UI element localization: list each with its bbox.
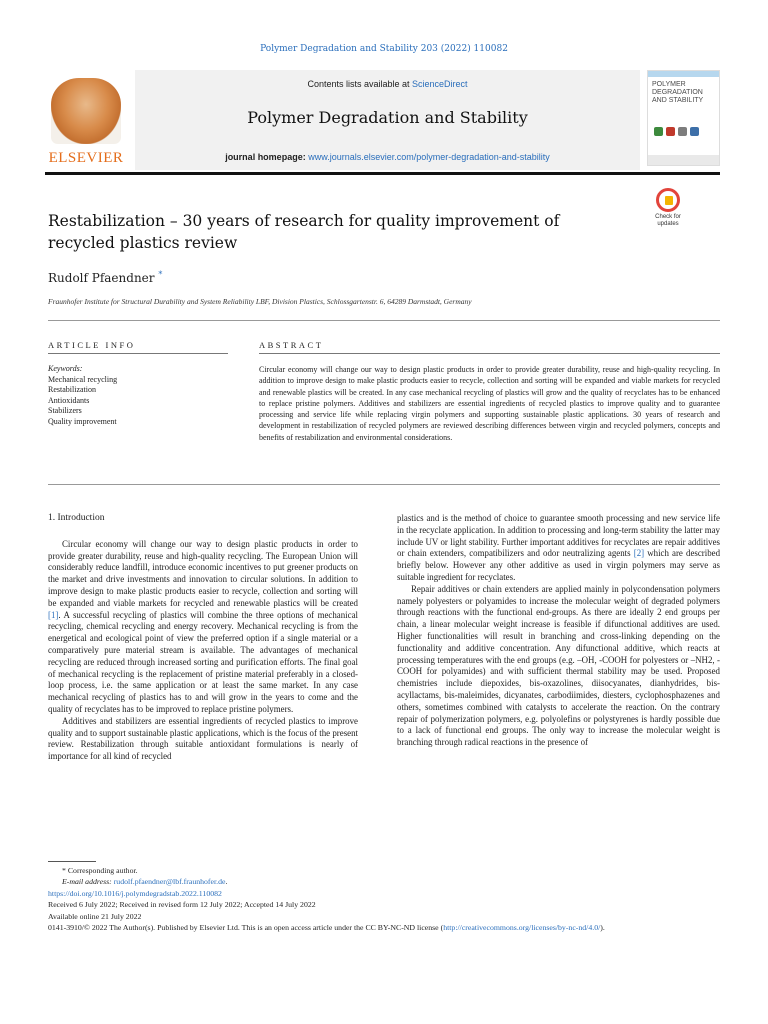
journal-cover-image[interactable] (647, 70, 720, 166)
affiliation: Fraunhofer Institute for Structural Durability and System Reliability LBF, Division Plastics, Schlossgartenstr. 6, 64289 Darmstadt, Germany (48, 297, 472, 306)
divider (48, 320, 720, 321)
email-suffix: . (225, 877, 228, 887)
sciencedirect-link[interactable]: ScienceDirect (412, 79, 468, 89)
keyword-item: Antioxidants (48, 395, 90, 405)
divider (48, 353, 228, 354)
journal-reference[interactable]: Polymer Degradation and Stability 203 (2022) 110082 (260, 44, 508, 54)
author-name: Rudolf Pfaendner (48, 271, 155, 285)
author-line (48, 270, 162, 285)
footnote-mark: * (62, 866, 66, 875)
abstract-text: Circular economy will change our way to design plastic products in order to provide greater durability, reuse and high-quality recycling. In addition to improve design to make plastic products easier to recycle, collection and sorting will be expanded and viable markets for recycled and renewable plastics will be created. In any case mechanical recycling of plastics will grow and the quality of recyclates has to be enhanced to replace pristine polymers. Additives and stabilizers are essential ingredients of recycled plastics to improve quality and to guarantee processing and service life while replacing virgin polymers and supporting sustainable plastic applications. 30 years of research and development in restabilization of recycled polymers are reviewed describing differences between virgin and recycled polymers, concepts and benefits of restabilization and environmental considerations. (259, 365, 720, 442)
article-title: Restabilization – 30 years of research for quality improvement of recycled plastics review (48, 212, 560, 252)
license-prefix: 0141-3910/© 2022 The Author(s). Published by Elsevier Ltd. This is an open access article under the CC BY-NC-ND license ( (48, 923, 444, 933)
body-paragraph: Additives and stabilizers are essential ingredients of recycled plastics to improve quality and to support sustainable plastic applications, which is the focus of the present review. Restabilization through suitable antioxidant formulations is nearly of importance for all kind of recycled (48, 715, 358, 762)
abstract-heading: ABSTRACT (259, 340, 324, 350)
email-note (48, 876, 720, 887)
header-rule (45, 172, 720, 175)
doi-link[interactable]: https://doi.org/10.1016/j.polymdegradstab.2022.110082 (48, 888, 222, 898)
body-paragraph (397, 513, 720, 584)
license-link[interactable]: http://creativecommons.org/licenses/by-nc-nd/4.0/ (443, 923, 601, 933)
body-paragraph: Repair additives or chain extenders are applied mainly in polycondensation polymers namely polyesters or polyamides to increase the molecular weight of degraded polymers through reactions with the functional end-groups. As there are ideally 2 end groups per chain, a linear molecular weight increase is feasible if difunctional additives are used. Higher functionalities will result in branching and cross-linking depending on the functionality and additive concentration. Any difunctional additive, which reacts at processing temperatures with the end groups (e.g. –OH, -COOH for polyesters or –NH2, -COOH for polyamides) and with sufficient thermal stability may be used. Proposed chemistries include diepoxides, bis-oxazolines, diisocyanates, dianhydrides, bis-acyllactams, bis-maleimides, dicyanates, carbodiimides, diesters, cyclophosphazenes and others, sometimes combined with catalysts to accelerate the reaction. On the contrary repair of polymerization polymers, e.g. polyolefins or polystyrenes is hardly possible due to a lack of functional end groups. The only way to increase the molecular weight is branching through radical reactions in the presence of (397, 583, 720, 748)
contents-line (135, 79, 640, 89)
citation-link[interactable]: [2] (633, 548, 645, 559)
paragraph-text: which are described briefly below. However any other additive as used in virgin polymers may serve as suitable ingredient for recyclates. (397, 548, 721, 582)
elsevier-tree-icon (51, 78, 121, 144)
contents-prefix: Contents lists available at (307, 79, 413, 89)
cover-title: POLYMER DEGRADATION AND STABILITY (652, 81, 704, 104)
email-link[interactable]: rudolf.pfaendner@lbf.fraunhofer.de (113, 877, 226, 887)
keyword-item: Quality improvement (48, 416, 117, 426)
footnotes (48, 865, 720, 933)
available-online: Available online 21 July 2022 (48, 911, 142, 921)
license-suffix: ). (600, 923, 605, 933)
cover-icons (654, 127, 699, 136)
paragraph-text: Circular economy will change our way to design plastic products in order to provide greater durability, reuse and high-quality recycling. The European Union will considerably reduce landfill, introduce economic incentives to put greener products on the market and drive investments and innovation to circular solutions. In addition to improve design to make plastic products easier to recycle, collection and sorting will be expanded and viable markets for recycled and renewable plastics will be created (48, 538, 358, 608)
keyword-item: Mechanical recycling (48, 374, 118, 384)
body-column-left (48, 513, 358, 763)
corresponding-author-mark[interactable]: * (158, 270, 163, 279)
paragraph-text: plastics and is the method of choice to guarantee smooth processing and new service life in the recyclate application. In addition to processing and long-term stability the latter may include UV or light stability. Further important additives for recyclates are repair additives or chain extenders, compatibilizers and odor neutralizing agents (397, 513, 720, 559)
check-updates-label: Check for updates (655, 214, 681, 227)
publisher-name: ELSEVIER (48, 150, 124, 166)
check-for-updates-badge[interactable] (648, 188, 688, 228)
homepage-link[interactable]: www.journals.elsevier.com/polymer-degradation-and-stability (308, 152, 550, 162)
body-paragraph (48, 539, 358, 716)
body-column-right (397, 513, 720, 749)
journal-banner (135, 70, 640, 170)
received-dates: Received 6 July 2022; Received in revised form 12 July 2022; Accepted 14 July 2022 (48, 900, 316, 910)
license-note (48, 922, 720, 933)
footnote-rule (48, 861, 96, 862)
homepage-line (135, 152, 640, 162)
journal-header (45, 70, 720, 170)
email-label: E-mail address: (62, 877, 112, 887)
keywords-block (48, 364, 228, 427)
cover-square-icon (690, 127, 699, 136)
article-info-heading: ARTICLE INFO (48, 340, 136, 350)
homepage-prefix: journal homepage: (225, 152, 309, 162)
keyword-item: Restabilization (48, 385, 96, 394)
elsevier-logo[interactable] (45, 72, 127, 168)
keyword-item: Stabilizers (48, 406, 82, 415)
check-updates-icon (656, 188, 680, 212)
corresponding-author-text: Corresponding author. (67, 866, 138, 875)
citation-link[interactable]: [1] (48, 609, 59, 620)
divider (259, 353, 720, 354)
cover-footer (648, 155, 719, 165)
cover-bar (648, 71, 719, 77)
cover-square-icon (678, 127, 687, 136)
paragraph-text: . A successful recycling of plastics will combine the three options of mechanical recycling, chemical recycling and energy recovery. Mechanical recycling is from the energetical and ecological point of view the preferred option if a single material or a comparatively pure material stream is available. The advantages of mechanical recycling are reduced through increased sorting and purification efforts. The final goal of mechanical recycling is the replacement of pristine material preferably in a closed-loop process, i.e. the same application or at least the same market. In any case mechanical recycling of plastics has to and will grow in the years to come and the quality of recyclates has to be improved to replace pristine polymers. (48, 609, 358, 714)
section-heading-introduction: 1. Introduction (48, 513, 105, 523)
cover-square-icon (666, 127, 675, 136)
journal-title[interactable]: Polymer Degradation and Stability (247, 108, 528, 127)
divider (48, 484, 720, 485)
corresponding-author-note (48, 865, 720, 876)
cover-square-icon (654, 127, 663, 136)
keywords-label: Keywords: (48, 364, 83, 373)
